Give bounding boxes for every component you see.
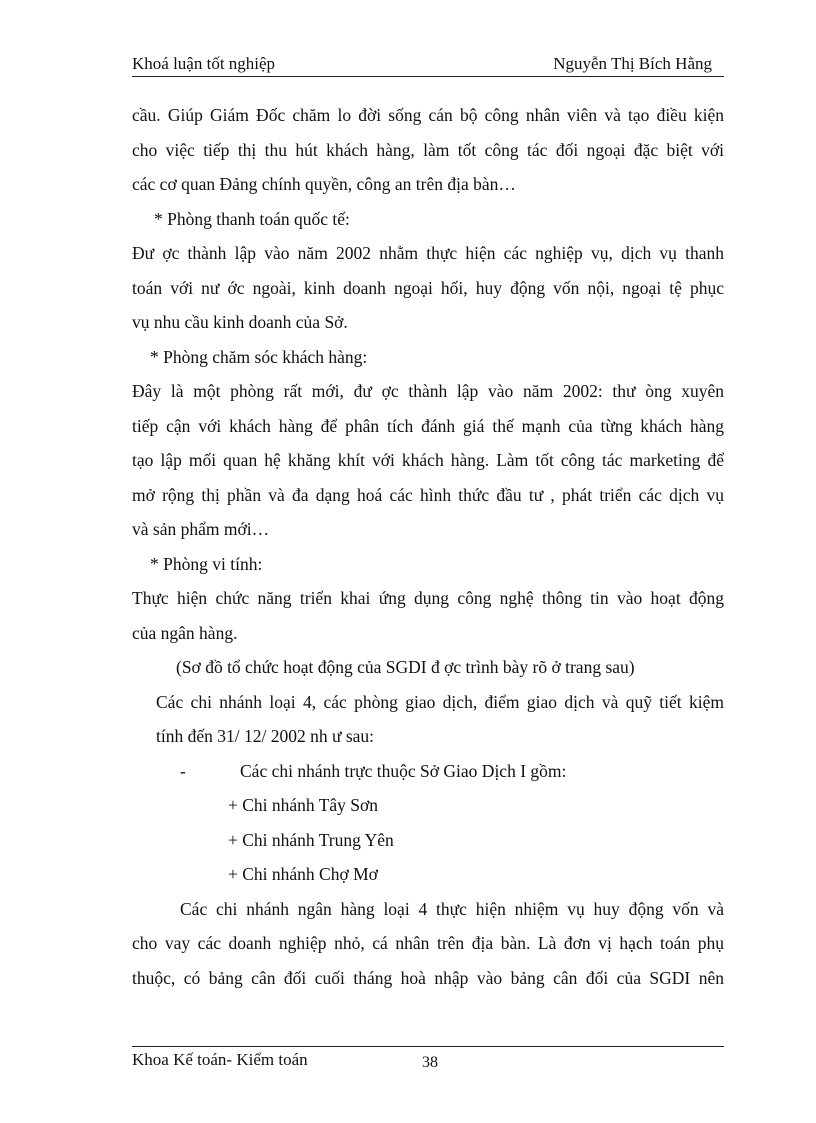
- sub-list-item: + Chi nhánh Chợ Mơ: [228, 864, 378, 884]
- header-divider: [132, 76, 724, 77]
- body-line: và sản phẩm mới…: [132, 519, 270, 539]
- body-line: cho vay các doanh nghiệp nhỏ, cá nhân trên địa bàn. Là đơn vị hạch toán phụ: [132, 933, 724, 953]
- body-line: tiếp cận với khách hàng để phân tích đánh giá thế mạnh của từng khách hàng: [132, 415, 724, 436]
- section-heading-international-payment: * Phòng thanh toán quốc tế:: [154, 208, 350, 229]
- list-item: [132, 754, 724, 789]
- body-line: tính đến 31/ 12/ 2002 nh ư sau:: [156, 726, 375, 746]
- bullet-dash: -: [180, 760, 186, 781]
- body-line: cầu. Giúp Giám Đốc chăm lo đời sống cán bộ công nhân viên và tạo điều kiện: [132, 105, 724, 125]
- document-body: [132, 98, 724, 995]
- body-line: vụ nhu cầu kinh doanh của Sở.: [132, 312, 348, 332]
- body-line: Các chi nhánh ngân hàng loại 4 thực hiện nhiệm vụ huy động vốn và: [180, 898, 724, 919]
- body-line: toán với nư ớc ngoài, kinh doanh ngoại hối, huy động vốn nội, ngoại tệ phục: [132, 277, 724, 298]
- footer-divider: [132, 1046, 724, 1047]
- footer-faculty: Khoa Kế toán- Kiểm toán: [132, 1050, 308, 1069]
- body-line: Các chi nhánh loại 4, các phòng giao dịch, điểm giao dịch và quỹ tiết kiệm: [156, 691, 724, 712]
- body-line: Đây là một phòng rất mới, đư ợc thành lập vào năm 2002: thư òng xuyên: [132, 381, 724, 401]
- body-line: mở rộng thị phần và đa dạng hoá các hình thức đầu tư , phát triển các dịch vụ: [132, 484, 724, 505]
- page-number: 38: [422, 1054, 438, 1071]
- body-line: Đư ợc thành lập vào năm 2002 nhằm thực hiện các nghiệp vụ, dịch vụ thanh: [132, 243, 724, 263]
- page-header: [132, 52, 724, 78]
- bullet-text: Các chi nhánh trực thuộc Sở Giao Dịch I gồm:: [240, 760, 567, 781]
- section-heading-customer-care: * Phòng chăm sóc khách hàng:: [150, 346, 368, 367]
- header-author-name: Nguyễn Thị Bích Hằng: [553, 54, 712, 73]
- header-thesis-title: Khoá luận tốt nghiệp: [132, 54, 276, 73]
- body-line: cho việc tiếp thị thu hút khách hàng, làm tốt công tác đối ngoại đặc biệt với: [132, 139, 724, 160]
- sub-list-item: + Chi nhánh Trung Yên: [228, 829, 394, 850]
- body-line: Thực hiện chức năng triển khai ứng dụng công nghệ thông tin vào hoạt động: [132, 588, 724, 608]
- body-line: của ngân hàng.: [132, 622, 238, 643]
- body-line: tạo lập mối quan hệ khăng khít với khách hàng. Làm tốt công tác marketing để: [132, 450, 724, 470]
- sub-list-item: + Chi nhánh Tây Sơn: [228, 795, 379, 815]
- body-line: thuộc, có bảng cân đối cuối tháng hoà nhập vào bảng cân đối của SGDI nên: [132, 967, 724, 988]
- section-heading-computing: * Phòng vi tính:: [150, 553, 263, 574]
- body-line: các cơ quan Đảng chính quyền, công an trên địa bàn…: [132, 174, 516, 194]
- diagram-caption-note: (Sơ đồ tổ chức hoạt động của SGDI đ ợc trình bày rõ ở trang sau): [176, 657, 635, 677]
